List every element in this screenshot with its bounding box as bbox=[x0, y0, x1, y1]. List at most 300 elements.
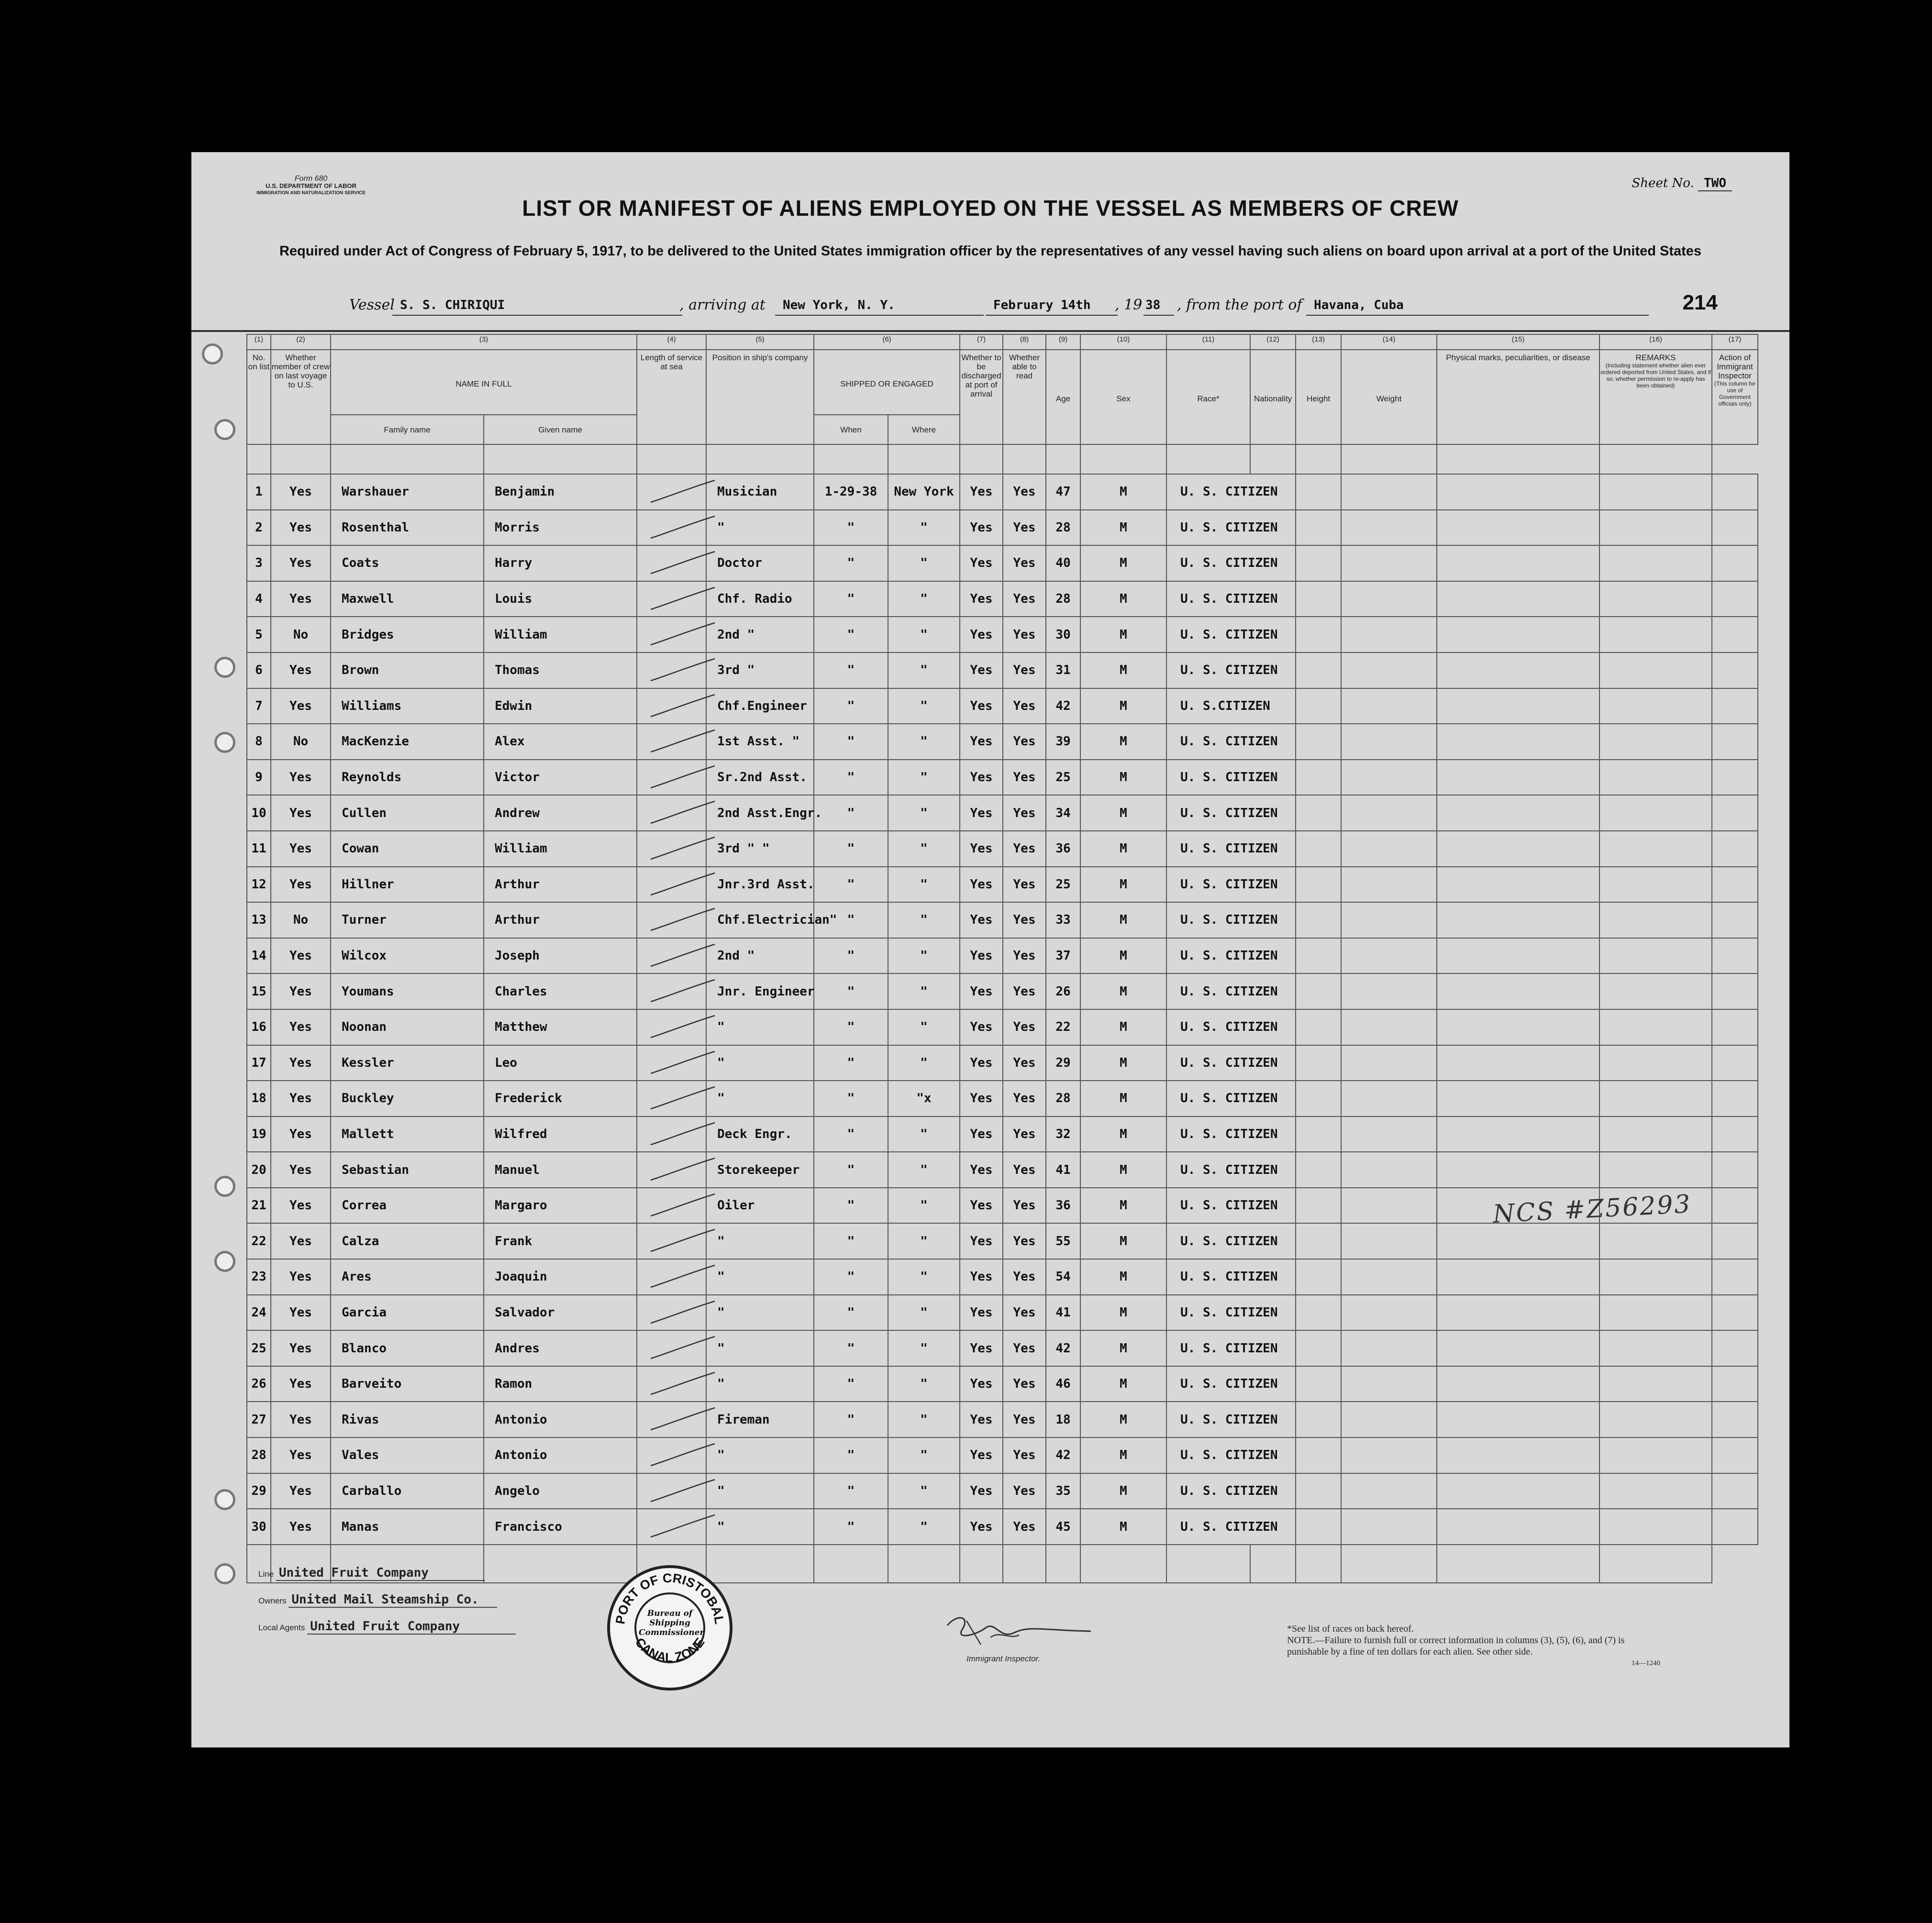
shipped-when-cell: " bbox=[814, 831, 888, 867]
department-name: U.S. DEPARTMENT OF LABOR bbox=[266, 182, 356, 189]
sex-cell: M bbox=[1080, 831, 1166, 867]
sex-cell: M bbox=[1080, 1188, 1166, 1224]
remarks-cell bbox=[1599, 1366, 1712, 1402]
page-title: LIST OR MANIFEST OF ALIENS EMPLOYED ON THE VESSEL AS MEMBERS OF CREW bbox=[522, 196, 1459, 221]
given-name-cell: Andrew bbox=[484, 795, 637, 831]
length-of-service-cell bbox=[637, 1081, 706, 1116]
race-cell: U. S. CITIZEN bbox=[1166, 1366, 1296, 1402]
physical-marks-cell bbox=[1437, 902, 1599, 938]
sex-cell: M bbox=[1080, 938, 1166, 974]
race-cell: U. S. CITIZEN bbox=[1166, 760, 1296, 796]
physical-marks-cell bbox=[1437, 1009, 1599, 1045]
age-cell: 42 bbox=[1046, 688, 1080, 724]
row-number-cell: 28 bbox=[247, 1437, 271, 1473]
remarks-cell bbox=[1599, 1437, 1712, 1473]
position-cell: 1st Asst. " bbox=[706, 724, 814, 760]
manifest-sheet bbox=[191, 152, 1789, 1747]
position-cell: " bbox=[706, 510, 814, 546]
binder-hole bbox=[214, 732, 235, 753]
given-name-cell: Louis bbox=[484, 581, 637, 617]
physical-marks-cell bbox=[1437, 1509, 1599, 1545]
crew-row bbox=[247, 1366, 1758, 1402]
shipped-where-cell: " bbox=[888, 1188, 960, 1224]
service-tick-mark bbox=[647, 906, 719, 934]
last-voyage-cell: No bbox=[271, 724, 331, 760]
from-port-label: , from the port of bbox=[1177, 297, 1302, 313]
length-of-service-cell bbox=[637, 1152, 706, 1188]
weight-cell bbox=[1341, 1152, 1437, 1188]
remarks-cell bbox=[1599, 831, 1712, 867]
shipped-when-cell: " bbox=[814, 1473, 888, 1509]
service-tick-mark bbox=[647, 1013, 719, 1041]
departure-port: Havana, Cuba bbox=[1306, 296, 1649, 316]
given-name-cell: Frederick bbox=[484, 1081, 637, 1116]
length-of-service-cell bbox=[637, 1366, 706, 1402]
position-cell: " bbox=[706, 1330, 814, 1366]
binder-hole bbox=[214, 1489, 235, 1510]
sex-cell: M bbox=[1080, 1259, 1166, 1295]
row-number-cell: 24 bbox=[247, 1295, 271, 1331]
last-voyage-cell: No bbox=[271, 617, 331, 652]
given-name-cell: Arthur bbox=[484, 902, 637, 938]
inspector-signature bbox=[938, 1611, 1100, 1654]
family-name-cell: Sebastian bbox=[331, 1152, 484, 1188]
shipped-where-cell: " bbox=[888, 1259, 960, 1295]
weight-cell bbox=[1341, 652, 1437, 688]
last-voyage-cell: Yes bbox=[271, 938, 331, 974]
shipped-when-cell: " bbox=[814, 1402, 888, 1437]
sex-cell: M bbox=[1080, 1009, 1166, 1045]
position-cell: 2nd " bbox=[706, 617, 814, 652]
header-physical-marks: Physical marks, peculiarities, or disease bbox=[1437, 350, 1599, 444]
column-number: (8) bbox=[1003, 334, 1046, 350]
physical-marks-cell bbox=[1437, 1223, 1599, 1259]
crew-row bbox=[247, 1081, 1758, 1116]
height-cell bbox=[1296, 760, 1341, 796]
crew-row bbox=[247, 760, 1758, 796]
age-cell: 25 bbox=[1046, 867, 1080, 903]
row-number-cell: 1 bbox=[247, 474, 271, 510]
length-of-service-cell bbox=[637, 902, 706, 938]
row-number-cell: 2 bbox=[247, 510, 271, 546]
column-number: (7) bbox=[960, 334, 1003, 350]
age-cell: 22 bbox=[1046, 1009, 1080, 1045]
last-voyage-cell: Yes bbox=[271, 1402, 331, 1437]
to-be-discharged-cell: Yes bbox=[960, 1223, 1003, 1259]
height-cell bbox=[1296, 1473, 1341, 1509]
race-cell: U. S.CITIZEN bbox=[1166, 688, 1296, 724]
owners-value: United Mail Steamship Co. bbox=[289, 1592, 497, 1608]
weight-cell bbox=[1341, 1473, 1437, 1509]
header-when: When bbox=[814, 415, 888, 444]
able-to-read-cell: Yes bbox=[1003, 652, 1046, 688]
remarks-cell bbox=[1599, 688, 1712, 724]
able-to-read-cell: Yes bbox=[1003, 1509, 1046, 1545]
length-of-service-cell bbox=[637, 688, 706, 724]
to-be-discharged-cell: Yes bbox=[960, 474, 1003, 510]
position-cell: " bbox=[706, 1295, 814, 1331]
height-cell bbox=[1296, 617, 1341, 652]
sex-cell: M bbox=[1080, 1402, 1166, 1437]
family-name-cell: Carballo bbox=[331, 1473, 484, 1509]
service-tick-mark bbox=[647, 585, 719, 613]
to-be-discharged-cell: Yes bbox=[960, 1152, 1003, 1188]
inspector-action-cell bbox=[1712, 1473, 1758, 1509]
crew-row bbox=[247, 1152, 1758, 1188]
column-number: (4) bbox=[637, 334, 706, 350]
position-cell: Storekeeper bbox=[706, 1152, 814, 1188]
height-cell bbox=[1296, 581, 1341, 617]
to-be-discharged-cell: Yes bbox=[960, 1188, 1003, 1224]
race-cell: U. S. CITIZEN bbox=[1166, 795, 1296, 831]
inspector-action-cell bbox=[1712, 1509, 1758, 1545]
position-cell: " bbox=[706, 1045, 814, 1081]
crew-row bbox=[247, 617, 1758, 652]
position-cell: Oiler bbox=[706, 1188, 814, 1224]
weight-cell bbox=[1341, 1295, 1437, 1331]
sex-cell: M bbox=[1080, 1223, 1166, 1259]
able-to-read-cell: Yes bbox=[1003, 973, 1046, 1009]
sheet-number-label: Sheet No. bbox=[1632, 176, 1694, 190]
shipped-where-cell: " bbox=[888, 1330, 960, 1366]
service-tick-mark bbox=[647, 1120, 719, 1149]
height-cell bbox=[1296, 652, 1341, 688]
length-of-service-cell bbox=[637, 581, 706, 617]
weight-cell bbox=[1341, 1223, 1437, 1259]
height-cell bbox=[1296, 831, 1341, 867]
last-voyage-cell: Yes bbox=[271, 1009, 331, 1045]
race-cell: U. S. CITIZEN bbox=[1166, 1509, 1296, 1545]
race-cell: U. S. CITIZEN bbox=[1166, 1259, 1296, 1295]
physical-marks-cell bbox=[1437, 760, 1599, 796]
able-to-read-cell: Yes bbox=[1003, 867, 1046, 903]
length-of-service-cell bbox=[637, 1009, 706, 1045]
sex-cell: M bbox=[1080, 545, 1166, 581]
position-cell: Fireman bbox=[706, 1402, 814, 1437]
column-header-row bbox=[247, 350, 1758, 415]
remarks-cell bbox=[1599, 1223, 1712, 1259]
given-name-cell: Salvador bbox=[484, 1295, 637, 1331]
given-name-cell: Charles bbox=[484, 973, 637, 1009]
physical-marks-cell bbox=[1437, 795, 1599, 831]
weight-cell bbox=[1341, 581, 1437, 617]
shipped-where-cell: " bbox=[888, 1295, 960, 1331]
given-name-cell: Antonio bbox=[484, 1402, 637, 1437]
inspector-action-cell bbox=[1712, 652, 1758, 688]
race-cell: U. S. CITIZEN bbox=[1166, 1081, 1296, 1116]
remarks-cell bbox=[1599, 938, 1712, 974]
length-of-service-cell bbox=[637, 1330, 706, 1366]
shipped-where-cell: " bbox=[888, 938, 960, 974]
race-cell: U. S. CITIZEN bbox=[1166, 1223, 1296, 1259]
height-cell bbox=[1296, 510, 1341, 546]
able-to-read-cell: Yes bbox=[1003, 1330, 1046, 1366]
inspector-action-cell bbox=[1712, 724, 1758, 760]
height-cell bbox=[1296, 545, 1341, 581]
crew-row bbox=[247, 1259, 1758, 1295]
row-number-cell: 14 bbox=[247, 938, 271, 974]
sex-cell: M bbox=[1080, 510, 1166, 546]
inspector-action-cell bbox=[1712, 545, 1758, 581]
shipped-where-cell: " bbox=[888, 902, 960, 938]
row-number-cell: 29 bbox=[247, 1473, 271, 1509]
shipped-when-cell: " bbox=[814, 795, 888, 831]
service-tick-mark bbox=[647, 1298, 719, 1327]
crew-row bbox=[247, 1009, 1758, 1045]
row-number-cell: 17 bbox=[247, 1045, 271, 1081]
given-name-cell: Arthur bbox=[484, 867, 637, 903]
header-able-to-read: Whether able to read bbox=[1003, 350, 1046, 444]
able-to-read-cell: Yes bbox=[1003, 1437, 1046, 1473]
inspector-action-cell bbox=[1712, 1402, 1758, 1437]
given-name-cell: Andres bbox=[484, 1330, 637, 1366]
shipped-when-cell: " bbox=[814, 1223, 888, 1259]
to-be-discharged-cell: Yes bbox=[960, 902, 1003, 938]
family-name-cell: Cowan bbox=[331, 831, 484, 867]
position-cell: 2nd Asst.Engr. bbox=[706, 795, 814, 831]
service-tick-mark bbox=[647, 1227, 719, 1255]
remarks-cell bbox=[1599, 617, 1712, 652]
shipped-when-cell: " bbox=[814, 973, 888, 1009]
age-cell: 29 bbox=[1046, 1045, 1080, 1081]
race-cell: U. S. CITIZEN bbox=[1166, 867, 1296, 903]
weight-cell bbox=[1341, 1366, 1437, 1402]
height-cell bbox=[1296, 795, 1341, 831]
shipped-when-cell: " bbox=[814, 902, 888, 938]
shipped-where-cell: New York bbox=[888, 474, 960, 510]
able-to-read-cell: Yes bbox=[1003, 1295, 1046, 1331]
age-cell: 36 bbox=[1046, 831, 1080, 867]
service-tick-mark bbox=[647, 692, 719, 720]
length-of-service-cell bbox=[637, 1509, 706, 1545]
physical-marks-cell bbox=[1437, 973, 1599, 1009]
race-cell: U. S. CITIZEN bbox=[1166, 652, 1296, 688]
crew-row bbox=[247, 1045, 1758, 1081]
race-cell: U. S. CITIZEN bbox=[1166, 1437, 1296, 1473]
length-of-service-cell bbox=[637, 1188, 706, 1224]
family-name-cell: Garcia bbox=[331, 1295, 484, 1331]
crew-row bbox=[247, 1509, 1758, 1545]
family-name-cell: Cullen bbox=[331, 795, 484, 831]
weight-cell bbox=[1341, 938, 1437, 974]
position-cell: Jnr. Engineer bbox=[706, 973, 814, 1009]
to-be-discharged-cell: Yes bbox=[960, 1116, 1003, 1152]
action-title: Action of Immigrant Inspector bbox=[1717, 353, 1753, 380]
given-name-cell: Manuel bbox=[484, 1152, 637, 1188]
age-cell: 33 bbox=[1046, 902, 1080, 938]
form-number: Form 680 bbox=[294, 175, 328, 183]
crew-row bbox=[247, 1116, 1758, 1152]
arrival-date: February 14th bbox=[986, 296, 1118, 316]
race-cell: U. S. CITIZEN bbox=[1166, 1473, 1296, 1509]
last-voyage-cell: Yes bbox=[271, 545, 331, 581]
to-be-discharged-cell: Yes bbox=[960, 867, 1003, 903]
to-be-discharged-cell: Yes bbox=[960, 760, 1003, 796]
weight-cell bbox=[1341, 724, 1437, 760]
last-voyage-cell: Yes bbox=[271, 652, 331, 688]
given-name-cell: Wilfred bbox=[484, 1116, 637, 1152]
given-name-cell: Margaro bbox=[484, 1188, 637, 1224]
row-number-cell: 21 bbox=[247, 1188, 271, 1224]
header-rule bbox=[191, 330, 1789, 332]
given-name-cell: Victor bbox=[484, 760, 637, 796]
crew-row bbox=[247, 831, 1758, 867]
weight-cell bbox=[1341, 1116, 1437, 1152]
age-cell: 42 bbox=[1046, 1437, 1080, 1473]
length-of-service-cell bbox=[637, 1295, 706, 1331]
given-name-cell: Alex bbox=[484, 724, 637, 760]
column-number: (10) bbox=[1080, 334, 1166, 350]
service-tick-mark bbox=[647, 1155, 719, 1184]
footer-owners bbox=[258, 1592, 497, 1608]
last-voyage-cell: Yes bbox=[271, 760, 331, 796]
action-note: (This column for use of Government officials only) bbox=[1714, 380, 1756, 407]
able-to-read-cell: Yes bbox=[1003, 617, 1046, 652]
family-name-cell: Turner bbox=[331, 902, 484, 938]
physical-marks-cell bbox=[1437, 1116, 1599, 1152]
length-of-service-cell bbox=[637, 1259, 706, 1295]
height-cell bbox=[1296, 973, 1341, 1009]
race-cell: U. S. CITIZEN bbox=[1166, 581, 1296, 617]
age-cell: 18 bbox=[1046, 1402, 1080, 1437]
header-race: Race* bbox=[1166, 350, 1250, 444]
weight-cell bbox=[1341, 867, 1437, 903]
age-cell: 41 bbox=[1046, 1295, 1080, 1331]
footer-line bbox=[258, 1566, 485, 1581]
row-number-cell: 8 bbox=[247, 724, 271, 760]
family-name-cell: Calza bbox=[331, 1223, 484, 1259]
weight-cell bbox=[1341, 474, 1437, 510]
given-name-cell: Francisco bbox=[484, 1509, 637, 1545]
length-of-service-cell bbox=[637, 795, 706, 831]
remarks-cell bbox=[1599, 1473, 1712, 1509]
to-be-discharged-cell: Yes bbox=[960, 617, 1003, 652]
inspector-action-cell bbox=[1712, 1009, 1758, 1045]
age-cell: 39 bbox=[1046, 724, 1080, 760]
position-cell: 2nd " bbox=[706, 938, 814, 974]
sex-cell: M bbox=[1080, 902, 1166, 938]
position-cell: Chf.Electrician" bbox=[706, 902, 814, 938]
shipped-when-cell: " bbox=[814, 1188, 888, 1224]
line-value: United Fruit Company bbox=[276, 1566, 485, 1581]
service-tick-mark bbox=[647, 1262, 719, 1291]
age-cell: 28 bbox=[1046, 581, 1080, 617]
family-name-cell: Barveito bbox=[331, 1366, 484, 1402]
crew-row bbox=[247, 474, 1758, 510]
shipped-where-cell: " bbox=[888, 795, 960, 831]
row-number-cell: 23 bbox=[247, 1259, 271, 1295]
last-voyage-cell: Yes bbox=[271, 1295, 331, 1331]
inspector-action-cell bbox=[1712, 831, 1758, 867]
height-cell bbox=[1296, 1259, 1341, 1295]
print-code: 14—1240 bbox=[1632, 1659, 1660, 1667]
shipped-when-cell: " bbox=[814, 760, 888, 796]
last-voyage-cell: Yes bbox=[271, 867, 331, 903]
service-tick-mark bbox=[647, 977, 719, 1006]
physical-marks-cell bbox=[1437, 1152, 1599, 1188]
to-be-discharged-cell: Yes bbox=[960, 795, 1003, 831]
shipped-when-cell: " bbox=[814, 1259, 888, 1295]
shipped-when-cell: " bbox=[814, 1437, 888, 1473]
service-tick-mark bbox=[647, 1334, 719, 1362]
position-cell: " bbox=[706, 1437, 814, 1473]
crew-row bbox=[247, 1402, 1758, 1437]
age-cell: 32 bbox=[1046, 1116, 1080, 1152]
height-cell bbox=[1296, 902, 1341, 938]
footer-company-info bbox=[258, 1566, 833, 1661]
physical-marks-cell bbox=[1437, 724, 1599, 760]
row-number-cell: 6 bbox=[247, 652, 271, 688]
last-voyage-cell: Yes bbox=[271, 1152, 331, 1188]
page-number: 214 bbox=[1682, 291, 1718, 314]
given-name-cell: Morris bbox=[484, 510, 637, 546]
row-number-cell: 12 bbox=[247, 867, 271, 903]
weight-cell bbox=[1341, 795, 1437, 831]
given-name-cell: Ramon bbox=[484, 1366, 637, 1402]
race-cell: U. S. CITIZEN bbox=[1166, 510, 1296, 546]
crew-row bbox=[247, 724, 1758, 760]
sheet-number-value: TWO bbox=[1698, 176, 1732, 191]
able-to-read-cell: Yes bbox=[1003, 1009, 1046, 1045]
shipped-when-cell: " bbox=[814, 617, 888, 652]
age-cell: 47 bbox=[1046, 474, 1080, 510]
remarks-cell bbox=[1599, 760, 1712, 796]
year-prefix: , 19 bbox=[1115, 297, 1143, 313]
age-cell: 46 bbox=[1046, 1366, 1080, 1402]
row-number-cell: 27 bbox=[247, 1402, 271, 1437]
last-voyage-cell: Yes bbox=[271, 1330, 331, 1366]
header-age: Age bbox=[1046, 350, 1080, 444]
family-name-cell: Maxwell bbox=[331, 581, 484, 617]
row-number-cell: 15 bbox=[247, 973, 271, 1009]
inspector-action-cell bbox=[1712, 973, 1758, 1009]
height-cell bbox=[1296, 1116, 1341, 1152]
crew-row bbox=[247, 1437, 1758, 1473]
last-voyage-cell: Yes bbox=[271, 1188, 331, 1224]
physical-marks-cell bbox=[1437, 617, 1599, 652]
row-number-cell: 4 bbox=[247, 581, 271, 617]
length-of-service-cell bbox=[637, 652, 706, 688]
to-be-discharged-cell: Yes bbox=[960, 973, 1003, 1009]
position-cell: Chf.Engineer bbox=[706, 688, 814, 724]
family-name-cell: Correa bbox=[331, 1188, 484, 1224]
inspector-action-cell bbox=[1712, 688, 1758, 724]
physical-marks-cell bbox=[1437, 688, 1599, 724]
sex-cell: M bbox=[1080, 1366, 1166, 1402]
position-cell: " bbox=[706, 1366, 814, 1402]
vessel-line bbox=[349, 296, 1651, 316]
last-voyage-cell: Yes bbox=[271, 973, 331, 1009]
physical-marks-cell bbox=[1437, 1330, 1599, 1366]
position-cell: " bbox=[706, 1081, 814, 1116]
family-name-cell: Noonan bbox=[331, 1009, 484, 1045]
able-to-read-cell: Yes bbox=[1003, 831, 1046, 867]
age-cell: 42 bbox=[1046, 1330, 1080, 1366]
header-action bbox=[1712, 350, 1758, 444]
able-to-read-cell: Yes bbox=[1003, 1116, 1046, 1152]
age-cell: 31 bbox=[1046, 652, 1080, 688]
inspector-action-cell bbox=[1712, 1366, 1758, 1402]
to-be-discharged-cell: Yes bbox=[960, 1437, 1003, 1473]
form-identifier bbox=[249, 175, 373, 197]
inspector-action-cell bbox=[1712, 1330, 1758, 1366]
length-of-service-cell bbox=[637, 724, 706, 760]
to-be-discharged-cell: Yes bbox=[960, 1009, 1003, 1045]
physical-marks-cell bbox=[1437, 867, 1599, 903]
shipped-when-cell: " bbox=[814, 1295, 888, 1331]
age-cell: 30 bbox=[1046, 617, 1080, 652]
position-cell: " bbox=[706, 1223, 814, 1259]
